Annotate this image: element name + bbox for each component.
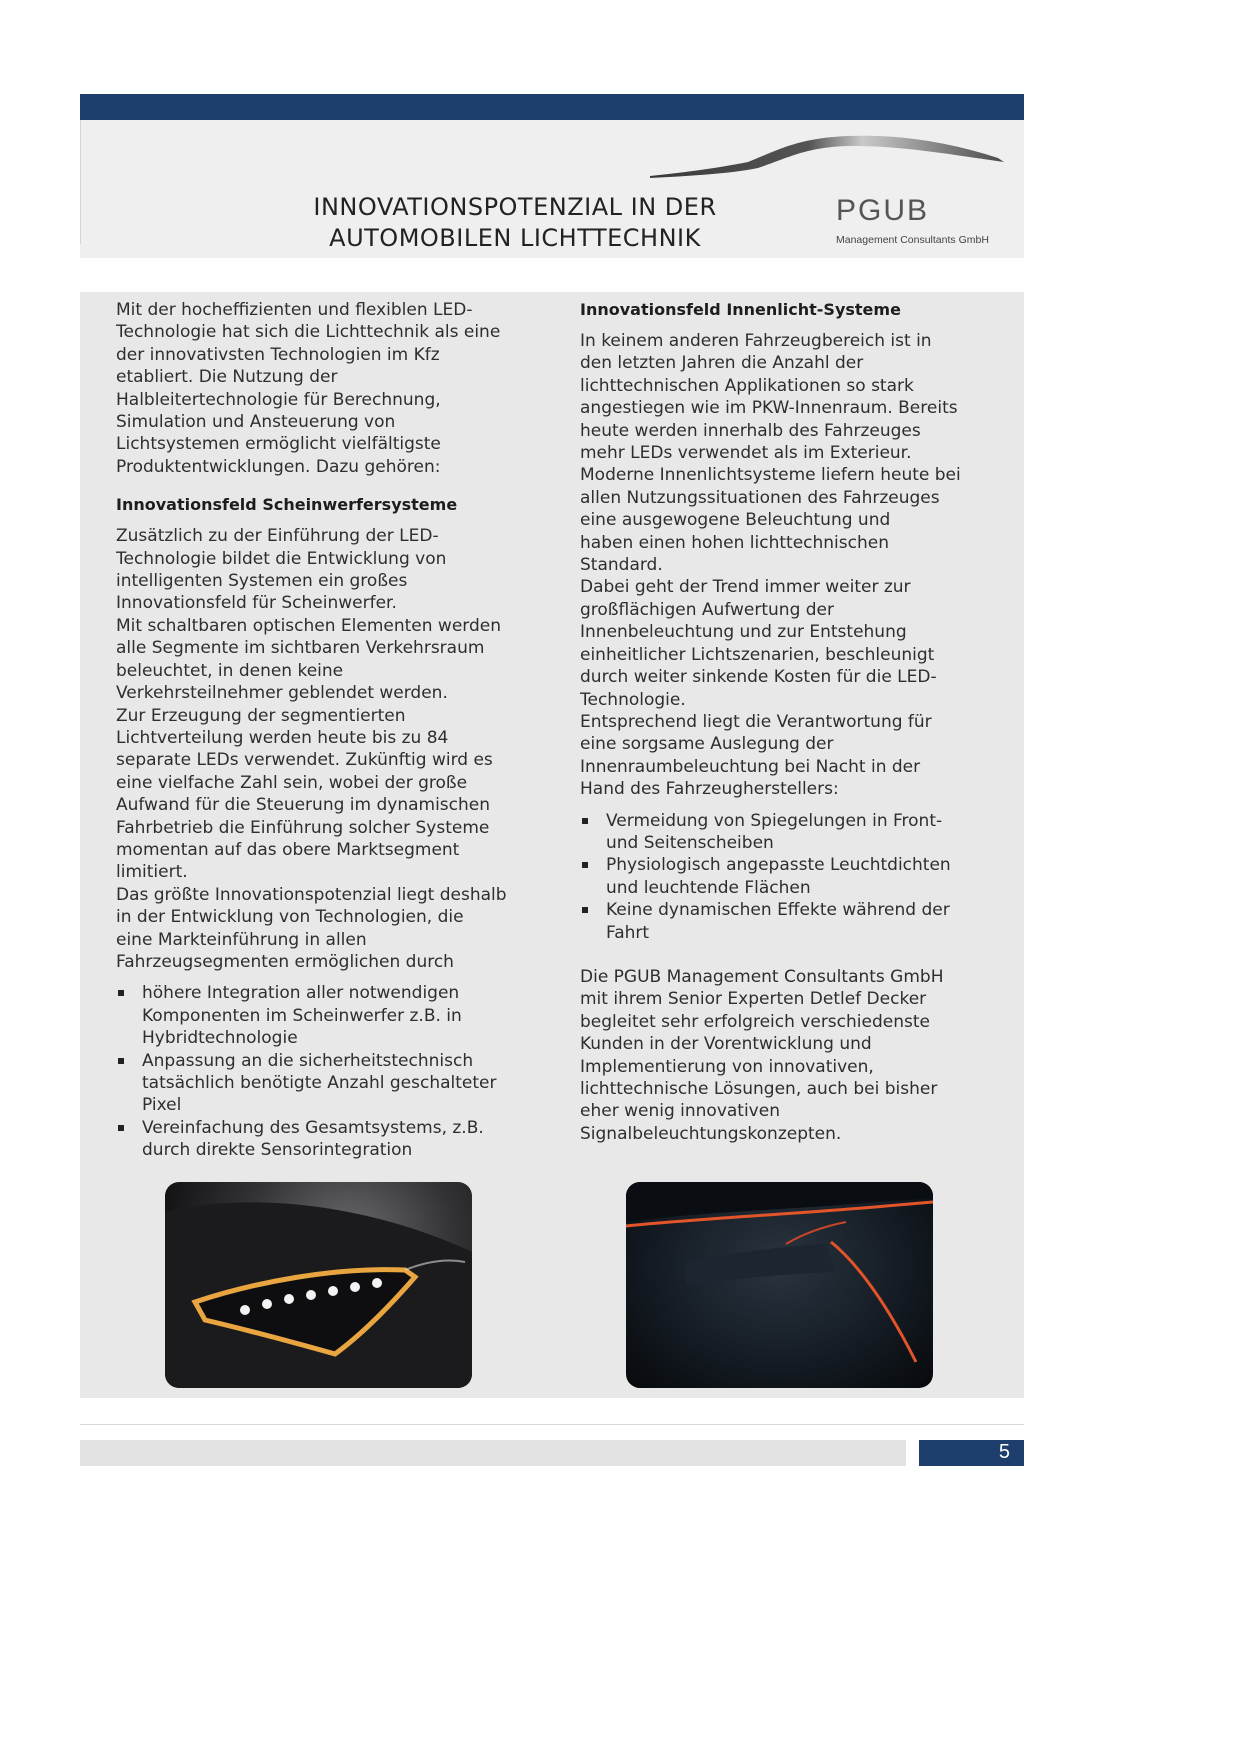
pgub-logo: PGUB (836, 194, 930, 227)
interior-illustration (626, 1182, 933, 1388)
right-column (580, 299, 1000, 1145)
left-column (116, 299, 541, 1162)
list-item: höhere Integration aller notwendigen Komponenten im Scheinwerfer z.B. in Hybridtechnologie (116, 982, 541, 1049)
car-silhouette-logo (648, 128, 1008, 182)
page-number: 5 (998, 1441, 1010, 1463)
list-item: Vereinfachung des Gesamtsystems, z.B. durch direkte Sensorintegration (116, 1117, 541, 1162)
headlight-photo (165, 1182, 472, 1388)
header-divider (80, 120, 81, 244)
footer-divider (80, 1424, 1024, 1425)
page-title-line-1: INNOVATIONSPOTENZIAL IN DER (313, 193, 717, 221)
page-number-box (919, 1440, 1024, 1466)
intro-paragraph: Mit der hocheffizienten und flexiblen LED- Technologie hat sich die Lichttechnik als eine der innovativsten Technologien im Kfz etabliert. Die Nutzung der Halbleitertechnologie für Berechnung, Simulation und Ansteuerung von Lichtsystemen ermöglicht vielfältigste Produktentwicklungen. Dazu gehören: (116, 300, 501, 477)
interior-light-paragraph: In keinem anderen Fahrzeugbereich ist in den letzten Jahren die Anzahl der lichttechnischen Applikationen so stark angestiegen wie im PKW-Innenraum. Bereits heute werden innerhalb des Fahrzeuges mehr LEDs verwendet als im Exterieur. Moderne Innenlichtsysteme liefern heute bei allen Nutzungssituationen des Fahrzeuges eine ausgewogene Beleuchtung und haben einen hohen lichttechnischen Standard. Dabei geht der Trend immer weiter zur großflächigen Aufwertung der Innenbeleuchtung und zur Entstehung einheitlicher Lichtszenarien, beschleunigt durch weiter sinkende Kosten für die LED- Technologie. Entsprechend liegt die Verantwortung für eine sorgsame Auslegung der Innenraumbeleuchtung bei Nacht in der Hand des Fahrzeugherstellers: (580, 331, 961, 800)
section-heading-headlights: Innovationsfeld Scheinwerfersysteme (116, 495, 458, 515)
header-accent-bar (80, 94, 1024, 120)
interior-light-bullet-list (580, 810, 1000, 944)
list-item: Vermeidung von Spiegelungen in Front- und Seitenscheiben (580, 810, 1000, 855)
headlights-paragraph: Zusätzlich zu der Einführung der LED- Technologie bildet die Entwicklung von intelligenten Systemen ein großes Innovationsfeld für Scheinwerfer. Mit schaltbaren optischen Elementen werden alle Segmente im sichtbaren Verkehrsraum beleuchtet, in denen keine Verkehrsteilnehmer geblendet werden. Zur Erzeugung der segmentierten Lichtverteilung werden heute bis zu 84 separate LEDs verwendet. Zukünftig wird es eine vielfache Zahl sein, wobei der große Aufwand für die Steuerung im dynamischen Fahrbetrieb die Einführung solcher Systeme momentan auf das obere Marktsegment limitiert. Das größte Innovationspotenzial liegt deshalb in der Entwicklung von Technologien, die eine Markteinführung in allen Fahrzeugsegmenten ermöglichen durch (116, 526, 507, 972)
list-item: Anpassung an die sicherheitstechnisch tatsächlich benötigte Anzahl geschalteter Pixel (116, 1050, 541, 1117)
page-title (280, 192, 750, 254)
headlights-bullet-list (116, 982, 541, 1161)
list-item: Physiologisch angepasste Leuchtdichten und leuchtende Flächen (580, 854, 1000, 899)
company-paragraph: Die PGUB Management Consultants GmbH mit ihrem Senior Experten Detlef Decker begleitet sehr erfolgreich verschiedenste Kunden in der Vorentwicklung und Implementierung von innovativen, lichttechnische Lösungen, auch bei bisher eher wenig innovativen Signalbeleuchtungskonzepten. (580, 966, 944, 1144)
footer-bar (80, 1440, 906, 1466)
headlight-illustration (165, 1182, 472, 1388)
logo-subtitle: Management Consultants GmbH (836, 234, 989, 246)
interior-lighting-photo (626, 1182, 933, 1388)
section-heading-interior-light: Innovationsfeld Innenlicht-Systeme (580, 300, 901, 319)
page-title-line-2: AUTOMOBILEN LICHTTECHNIK (329, 224, 701, 252)
list-item: Keine dynamischen Effekte während der Fahrt (580, 899, 1000, 944)
